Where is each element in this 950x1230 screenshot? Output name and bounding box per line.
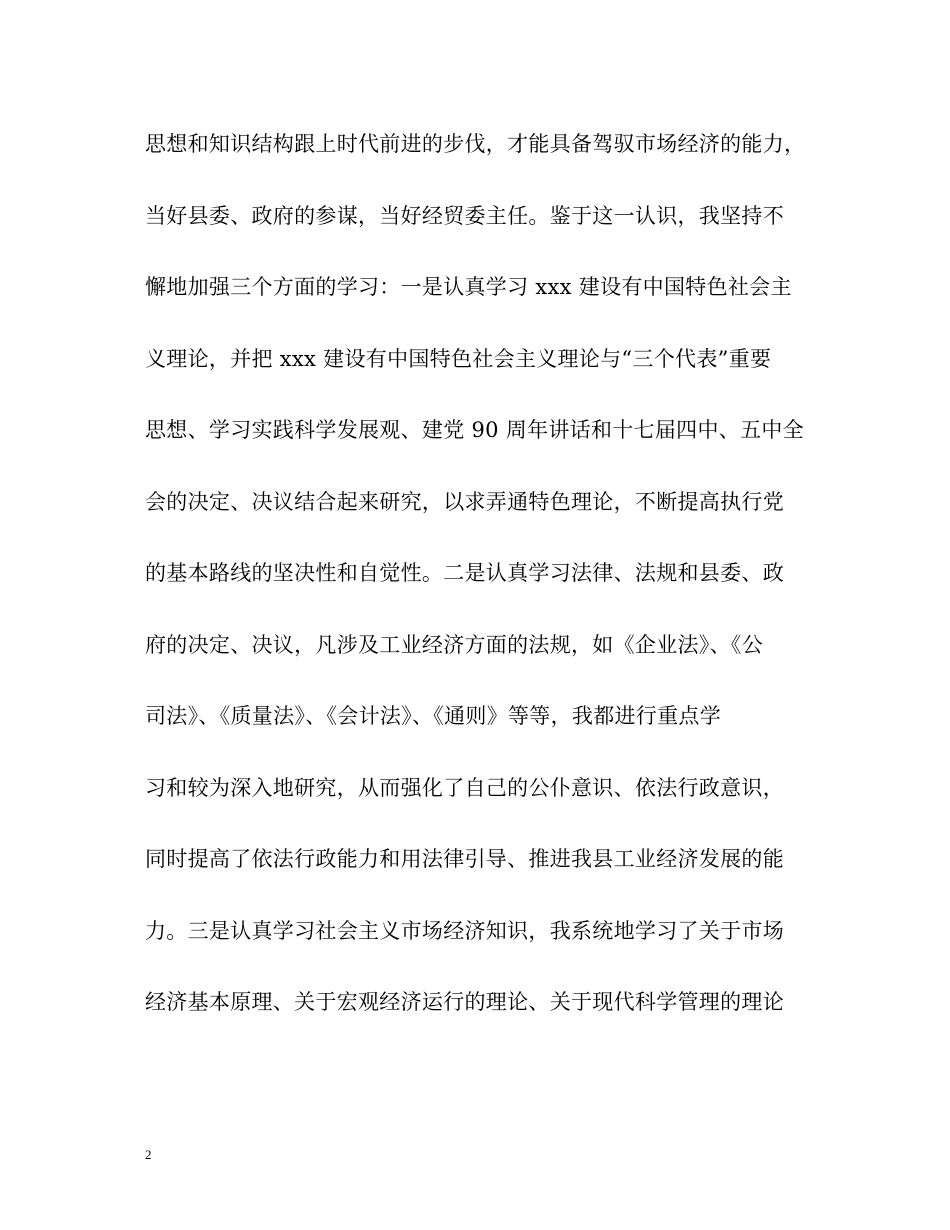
text-line: 府的决定、决议，凡涉及工业经济方面的法规，如《企业法》、《公 <box>145 632 763 657</box>
text-line: 思想和知识结构跟上时代前进的步伐，才能具备驾驭市场经济的能力， <box>145 132 806 156</box>
text-line: 同时提高了依法行政能力和用法律引导、推进我县工业经济发展的能 <box>145 847 784 871</box>
page-number: 2 <box>145 1147 152 1162</box>
text-line: 当好县委、政府的参谋，当好经贸委主任。鉴于这一认识，我坚持不 <box>145 203 784 228</box>
text-line: 思想、学习实践科学发展观、建党 90 周年讲话和十七届四中、五中全 <box>145 418 804 442</box>
text-line: 义理论，并把 xxx 建设有中国特色社会主义理论与“三个代表”重要 <box>145 346 772 371</box>
body-text <box>145 126 815 1056</box>
text-line: 经济基本原理、关于宏观经济运行的理论、关于现代科学管理的理论 <box>145 990 784 1014</box>
text-line: 的基本路线的坚决性和自觉性。二是认真学习法律、法规和县委、政 <box>145 561 784 585</box>
text-line: 会的决定、决议结合起来研究，以求弄通特色理论，不断提高执行党 <box>145 489 784 514</box>
text-line: 懈地加强三个方面的学习：一是认真学习 xxx 建设有中国特色社会主 <box>145 275 792 299</box>
text-line: 习和较为深入地研究，从而强化了自己的公仆意识、依法行政意识， <box>145 775 784 800</box>
text-line: 司法》、《质量法》、《会计法》、《通则》等等，我都进行重点学 <box>145 704 721 728</box>
text-line: 力。三是认真学习社会主义市场经济知识，我系统地学习了关于市场 <box>145 918 784 943</box>
